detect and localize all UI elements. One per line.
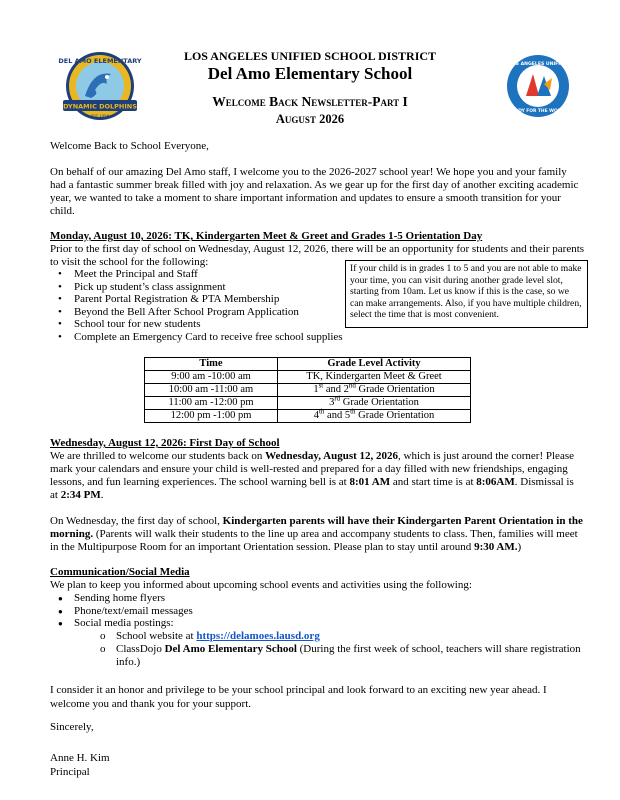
list-item: • Pick up student’s class assignment: [50, 281, 470, 294]
list-item: • Complete an Emergency Card to receive free school supplies: [50, 331, 470, 344]
orientation-intro: Prior to the first day of school on Wednesday, August 12, 2026, there will be an opportunity for students and their parents to visit the school for the following:: [50, 243, 585, 268]
signoff: Sincerely,: [50, 721, 94, 733]
table-header-row: [145, 358, 471, 371]
activity-cell: 1st and 2nd Grade Orientation: [278, 384, 471, 397]
list-item: • Parent Portal Registration & PTA Membership: [50, 293, 470, 306]
communication-intro: We plan to keep you informed about upcoming school events and activities using the following:: [50, 579, 472, 591]
intro-paragraph: On behalf of our amazing Del Amo staff, I welcome you to the 2026-2027 school year! We hope you and your family had a fantastic summer break filled with joy and relaxation. As we gear up for the first day of another exciting academic year, we wanted to take a moment to share important information and updates to ensure a smooth transition for your child.: [50, 166, 579, 217]
signer-title: Principal: [50, 766, 90, 778]
table-row: [145, 397, 471, 410]
closing-paragraph: I consider it an honor and privilege to be your school principal and look forward to an exciting new year ahead. I welcome you and thank you for your support.: [50, 684, 547, 710]
newsletter-title: Welcome Back Newsletter-Part I: [212, 94, 408, 109]
list-item: ● Sending home flyers: [50, 592, 550, 605]
table-row: [145, 371, 471, 384]
district-name: LOS ANGELES UNIFIED SCHOOL DISTRICT: [183, 49, 437, 63]
list-item-website: o School website at https://delamoes.lausd.org: [92, 630, 582, 643]
column-header-time: Time: [145, 358, 278, 371]
signer-name: Anne H. Kim: [50, 752, 110, 764]
logo-left-banner: DYNAMIC DOLPHINS: [63, 102, 137, 111]
kindergarten-orientation-paragraph: On Wednesday, the first day of school, Kindergarten parents will have their Kindergarten Parent Orientation in the morning. (Parents will walk their students to the line up area and accompany students to class. Then, families will meet in the Multipurpose Room for an important Orientation session. Please plan to stay until around 9:30 AM.): [50, 515, 583, 553]
list-item-classdojo: o ClassDojo Del Amo Elementary School (During the first week of school, teachers will share registration info.): [92, 643, 582, 669]
list-item: ● Phone/text/email messages: [50, 605, 550, 618]
time-cell: 11:00 am -12:00 pm: [145, 397, 278, 410]
list-item: • Meet the Principal and Staff: [50, 268, 470, 281]
column-header-activity: Grade Level Activity: [278, 358, 471, 371]
time-cell: 10:00 am -11:00 am: [145, 384, 278, 397]
school-website-link[interactable]: https://delamoes.lausd.org: [196, 630, 320, 642]
communication-title: Communication/Social Media: [50, 566, 190, 578]
school-name: Del Amo Elementary School: [207, 64, 413, 83]
social-media-sublist: [92, 630, 582, 669]
greeting: Welcome Back to School Everyone,: [50, 140, 209, 152]
orientation-title: Monday, August 10, 2026: TK, Kindergarten Meet & Greet and Grades 1-5 Orientation Day: [50, 230, 483, 242]
logo-left-top-text: DEL AMO ELEMENTARY: [58, 57, 142, 65]
orientation-callout-box: If your child is in grades 1 to 5 and you are not able to make your time, you can visit during another grade level slot, starting from 10am. Let us know if this is the case, so we can make arrangements. Also, if you have multiple children, select the time that is most convenient.: [345, 260, 588, 328]
time-cell: 12:00 pm -1:00 pm: [145, 410, 278, 423]
first-day-paragraph: We are thrilled to welcome our students back on Wednesday, August 12, 2026, which is just around the corner! Please mark your calendars and ensure your child is well-rested and prepared for a day filled with new friendships, engaging lessons, and fun learning experiences. The school warning bell is at 8:01 AM and start time is at 8:06AM. Dismissal is at 2:34 PM.: [50, 450, 574, 501]
table-row: [145, 410, 471, 423]
first-day-title: Wednesday, August 12, 2026: First Day of School: [50, 437, 280, 449]
newsletter-month: August 2026: [275, 112, 345, 126]
table-row: [145, 384, 471, 397]
activity-cell: 4th and 5th Grade Orientation: [278, 410, 471, 423]
orientation-schedule-table: [144, 357, 471, 423]
communication-list: [50, 592, 550, 630]
activity-cell: TK, Kindergarten Meet & Greet: [278, 371, 471, 384]
list-item: ● Social media postings:: [50, 617, 550, 630]
time-cell: 9:00 am -10:00 am: [145, 371, 278, 384]
logo-right-top-text: LOS ANGELES UNIFIED: [509, 62, 567, 67]
logo-right-bottom-text: READY FOR THE WORLD: [508, 109, 568, 114]
activity-cell: 3rd Grade Orientation: [278, 397, 471, 410]
list-item: • School tour for new students: [50, 318, 470, 331]
list-item: • Beyond the Bell After School Program Application: [50, 306, 470, 319]
logo-left-est: EST 1956: [91, 113, 109, 118]
